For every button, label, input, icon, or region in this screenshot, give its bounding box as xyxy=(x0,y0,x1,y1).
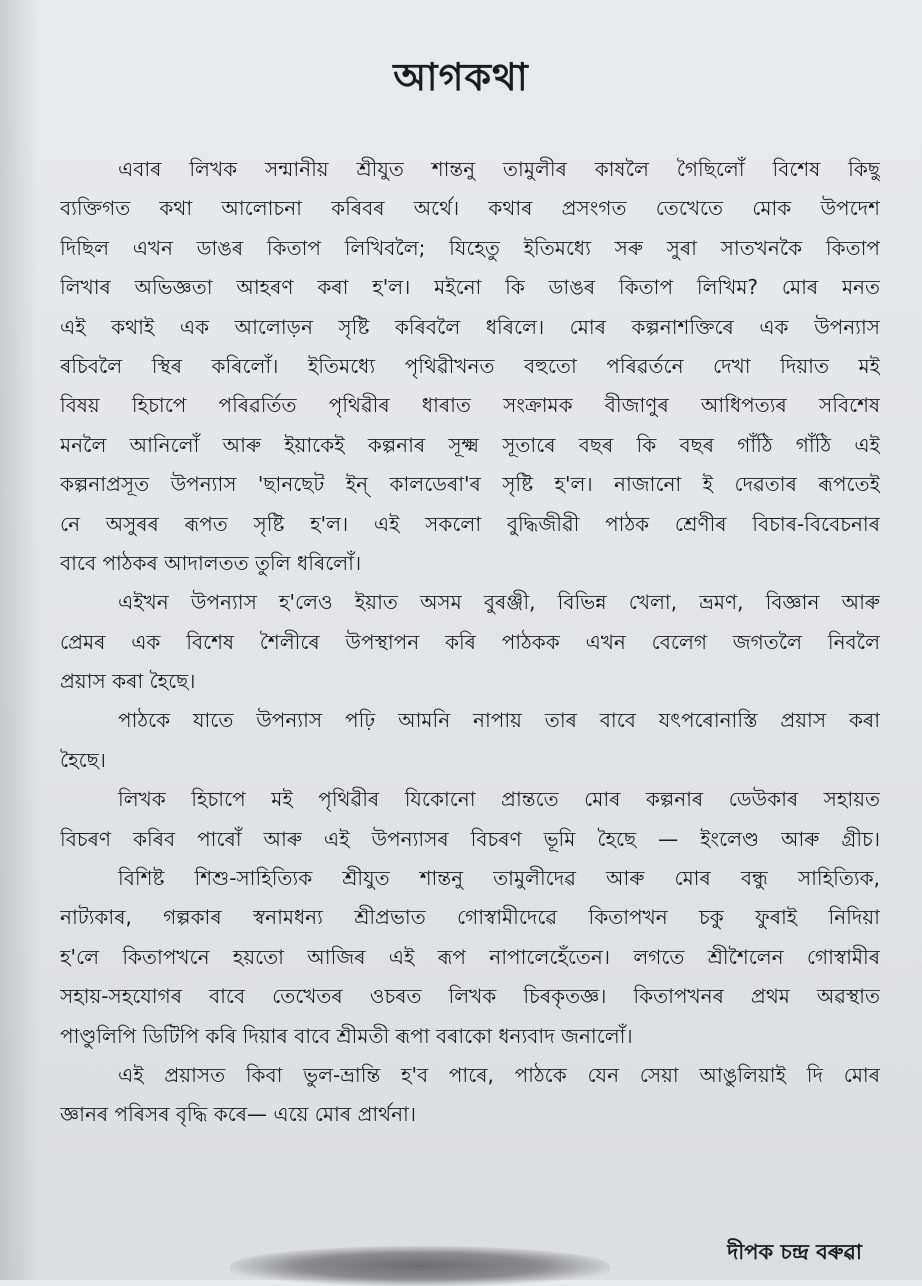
text-line: এইখন উপন্যাস হ'লেও ইয়াত অসম বুৰঞ্জী, বিভিন্ন খেলা, ভ্ৰমণ, বিজ্ঞান আৰু xyxy=(118,590,880,615)
preface-body xyxy=(60,150,880,1135)
text-line: এবাৰ লিখক সন্মানীয় শ্ৰীযুত শান্তনু তামুলীৰ কাষলৈ গৈছিলোঁ বিশেষ কিছু xyxy=(118,157,880,181)
text-line: ব্যক্তিগত কথা আলোচনা কৰিবৰ অৰ্থে। কথাৰ প্ৰসংগত তেখেতে মোক উপদেশ xyxy=(60,196,880,221)
text-line: বিচৰণ কৰিব পাৰোঁ আৰু এই উপন্যাসৰ বিচৰণ ভূমি হৈছে — ইংলেণ্ড আৰু গ্ৰীচ। xyxy=(60,826,880,851)
text-line: বিশিষ্ট শিশু-সাহিত্যিক শ্ৰীযুত শান্তনু তামুলীদেৱ আৰু মোৰ বন্ধু সাহিত্যিক, xyxy=(118,866,880,891)
page-edge-shadow xyxy=(0,0,40,1280)
text-line: নে অসুৰৰ ৰূপত সৃষ্টি হ'ল। এই সকলো বুদ্ধিজীৱী পাঠক শ্ৰেণীৰ বিচাৰ-বিবেচনাৰ xyxy=(60,511,880,536)
text-line: পাঠকে যাতে উপন্যাস পঢ়ি আমনি নাপায় তাৰ বাবে যৎপৰোনাস্তি প্ৰয়াস কৰা xyxy=(118,708,880,733)
text-line: দিছিল এখন ডাঙৰ কিতাপ লিখিবলৈ; যিহেতু ইতিমধ্যে সৰু সুৰা সাতখনকৈ কিতাপ xyxy=(60,235,880,260)
text-line: হৈছে। xyxy=(60,747,106,772)
page-title: আগকথা xyxy=(393,55,529,99)
text-line: সহায়-সহযোগৰ বাবে তেখেতৰ ওচৰত লিখক চিৰকৃতজ্ঞ। কিতাপখনৰ প্ৰথম অৱস্থাত xyxy=(60,984,880,1009)
text-line: হ'লে কিতাপখনে হয়তো আজিৰ এই ৰূপ নাপালেহেঁতেন। লগতে শ্ৰীশৈলেন গোস্বামীৰ xyxy=(60,944,880,969)
text-line: প্ৰয়াস কৰা হৈছে। xyxy=(60,669,196,694)
text-line: পাণ্ডুলিপি ডিটিপি কৰি দিয়াৰ বাবে শ্ৰীমতী ৰূপা বৰাকো ধন্যবাদ জনালোঁ। xyxy=(60,1023,633,1048)
text-line: নাট্যকাৰ, গল্পকাৰ স্বনামধন্য শ্ৰীপ্ৰভাত গোস্বামীদেৱে কিতাপখন চকু ফুৰাই নিদিয়া xyxy=(60,905,880,930)
text-line: ৰচিবলৈ স্থিৰ কৰিলোঁ। ইতিমধ্যে পৃথিৱীখনত বহুতো পৰিৱৰ্তনে দেখা দিয়াত মই xyxy=(60,353,880,378)
text-line: জ্ঞানৰ পৰিসৰ বৃদ্ধি কৰে— এয়ে মোৰ প্ৰাৰ্থনা। xyxy=(60,1102,417,1127)
text-line: এই প্ৰয়াসত কিবা ভুল-ভ্ৰান্তি হ'ব পাৰে, পাঠকে যেন সেয়া আঙুলিয়াই দি মোৰ xyxy=(118,1062,880,1087)
text-line: কল্পনাপ্ৰসূত উপন্যাস 'ছানছেট ইন্ কালডেৰা'ৰ সৃষ্টি হ'ল। নাজানো ই দেৱতাৰ ৰূপতেই xyxy=(60,472,880,497)
text-line: প্ৰেমৰ এক বিশেষ শৈলীৰে উপস্থাপন কৰি পাঠকক এখন বেলেগ জগতলৈ নিবলৈ xyxy=(60,629,880,654)
text-line: বাবে পাঠকৰ আদালতত তুলি ধৰিলোঁ। xyxy=(60,550,362,575)
author-signature: দীপক চন্দ্ৰ বৰুৱা xyxy=(727,1240,862,1264)
finger-shadow xyxy=(230,1246,610,1286)
text-line: লিখক হিচাপে মই পৃথিৱীৰ যিকোনো প্ৰান্ততে মোৰ কল্পনাৰ ডেউকাৰ সহায়ত xyxy=(118,787,880,812)
text-line: মনলৈ আনিলোঁ আৰু ইয়াকেই কল্পনাৰ সূক্ষ্ম সূতাৰে বছৰ কি বছৰ গাঁঠি গাঁঠি এই xyxy=(60,432,880,457)
text-line: এই কথাই এক আলোড়ন সৃষ্টি কৰিবলৈ ধৰিলে। মোৰ কল্পনাশক্তিৰে এক উপন্যাস xyxy=(60,314,880,339)
text-line: বিষয় হিচাপে পৰিৱৰ্তিত পৃথিৱীৰ ধাৰাত সংক্ৰামক বীজাণুৰ আধিপত্যৰ সবিশেষ xyxy=(60,393,880,418)
text-line: লিখাৰ অভিজ্ঞতা আহৰণ কৰা হ'ল। মইনো কি ডাঙৰ কিতাপ লিখিম? মোৰ মনত xyxy=(60,275,880,300)
